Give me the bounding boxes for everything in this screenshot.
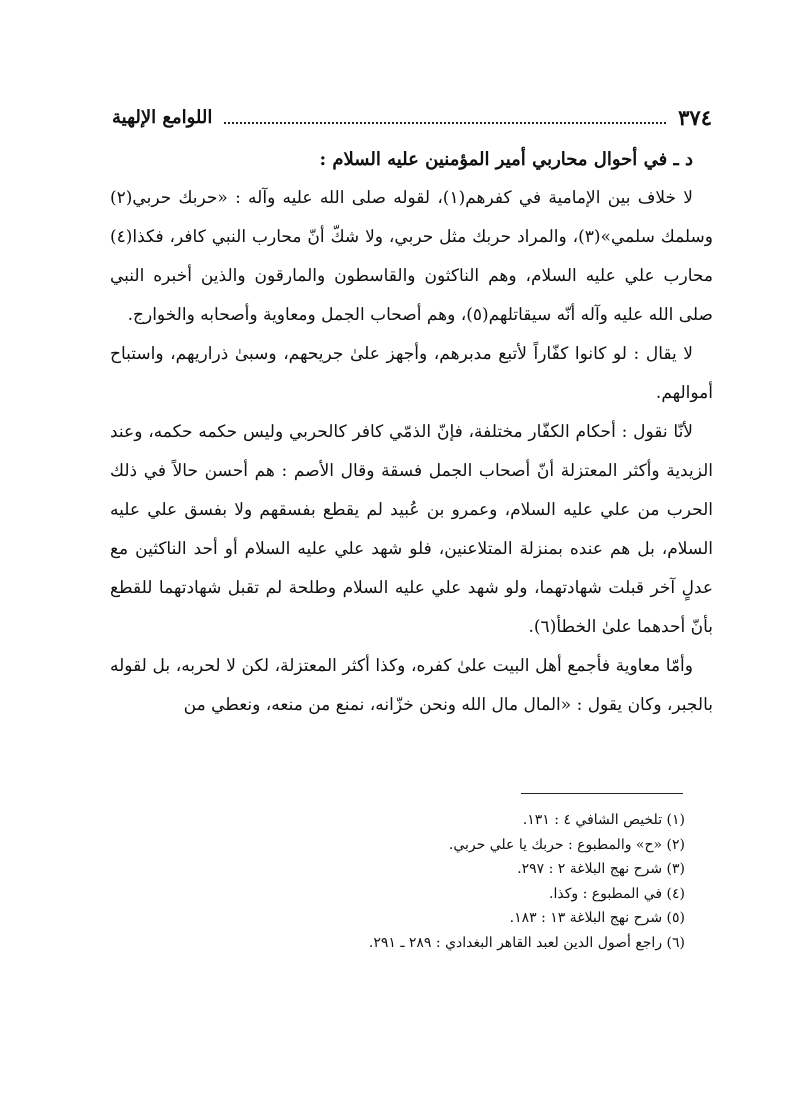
footnote: (٣) شرح نهج البلاغة ٢ : ٢٩٧.	[517, 861, 685, 877]
book-title: اللوامع الإلهية	[112, 106, 213, 128]
page-number: ٣٧٤	[678, 104, 712, 130]
header-leader-dots	[224, 122, 666, 124]
footnotes	[220, 808, 685, 955]
footnote-separator	[521, 793, 683, 794]
running-header	[112, 100, 712, 134]
paragraph: وأمّا معاوية فأجمع أهل البيت علىٰ كفره، وكذا أكثر المعتزلة، لكن لا لحربه، بل لقوله بالجبر، وكان يقول : «المال مال الله ونحن خزّانه، نمنع من منعه، ونعطي من	[110, 656, 713, 715]
footnote: (٥) شرح نهج البلاغة ١٣ : ١٨٣.	[509, 910, 685, 926]
footnote: (١) تلخيص الشافي ٤ : ١٣١.	[522, 812, 685, 828]
footnote: (٢) «ح» والمطبوع : حربك يا علي حربي.	[448, 836, 685, 853]
main-text	[110, 140, 713, 725]
paragraph: لا يقال : لو كانوا كفّاراً لأتبع مدبرهم، وأجهز علىٰ جريحهم، وسبىٰ ذراريهم، واستباح أموالهم.	[110, 344, 713, 403]
section-heading: د ـ في أحوال محاربي أمير المؤمنين عليه السلام :	[319, 149, 693, 170]
footnote: (٦) راجع أصول الدين لعبد القاهر البغدادي : ٢٨٩ ـ ٢٩١.	[368, 934, 685, 951]
footnote: (٤) في المطبوع : وكذا.	[549, 885, 685, 902]
paragraph: لأنّا نقول : أحكام الكفّار مختلفة، فإنّ الذمّي كافر كالحربي وليس حكمه حكمه، وعند الزيدية وأكثر المعتزلة أنّ أصحاب الجمل فسقة وقال الأصم : هم أحسن حالاً في ذلك الحرب من علي عليه السلام، وعمرو بن عُبيد لم يقطع بفسقهم ولا بفسق علي عليه السلام، بل هم عنده بمنزلة المتلاعنين، فلو شهد علي عليه السلام أو أحد الناكثين مع عدلٍ آخر قبلت شهادتهما، ولو شهد علي عليه السلام وطلحة لم تقبل شهادتهما للقطع بأنّ أحدهما علىٰ الخطأ(٦).	[110, 422, 713, 637]
paragraph: لا خلاف بين الإمامية في كفرهم(١)، لقوله صلى الله عليه وآله : «حربك حربي(٢) وسلمك سلمي»(٣)، والمراد حربك مثل حربي، ولا شكّ أنّ محارب النبي كافر، فكذا(٤) محارب علي عليه السلام، وهم الناكثون والقاسطون والمارقون والذين أخبره النبي صلى الله عليه وآله أنّه سيقاتلهم(٥)، وهم أصحاب الجمل ومعاوية وأصحابه والخوارج.	[110, 188, 714, 325]
